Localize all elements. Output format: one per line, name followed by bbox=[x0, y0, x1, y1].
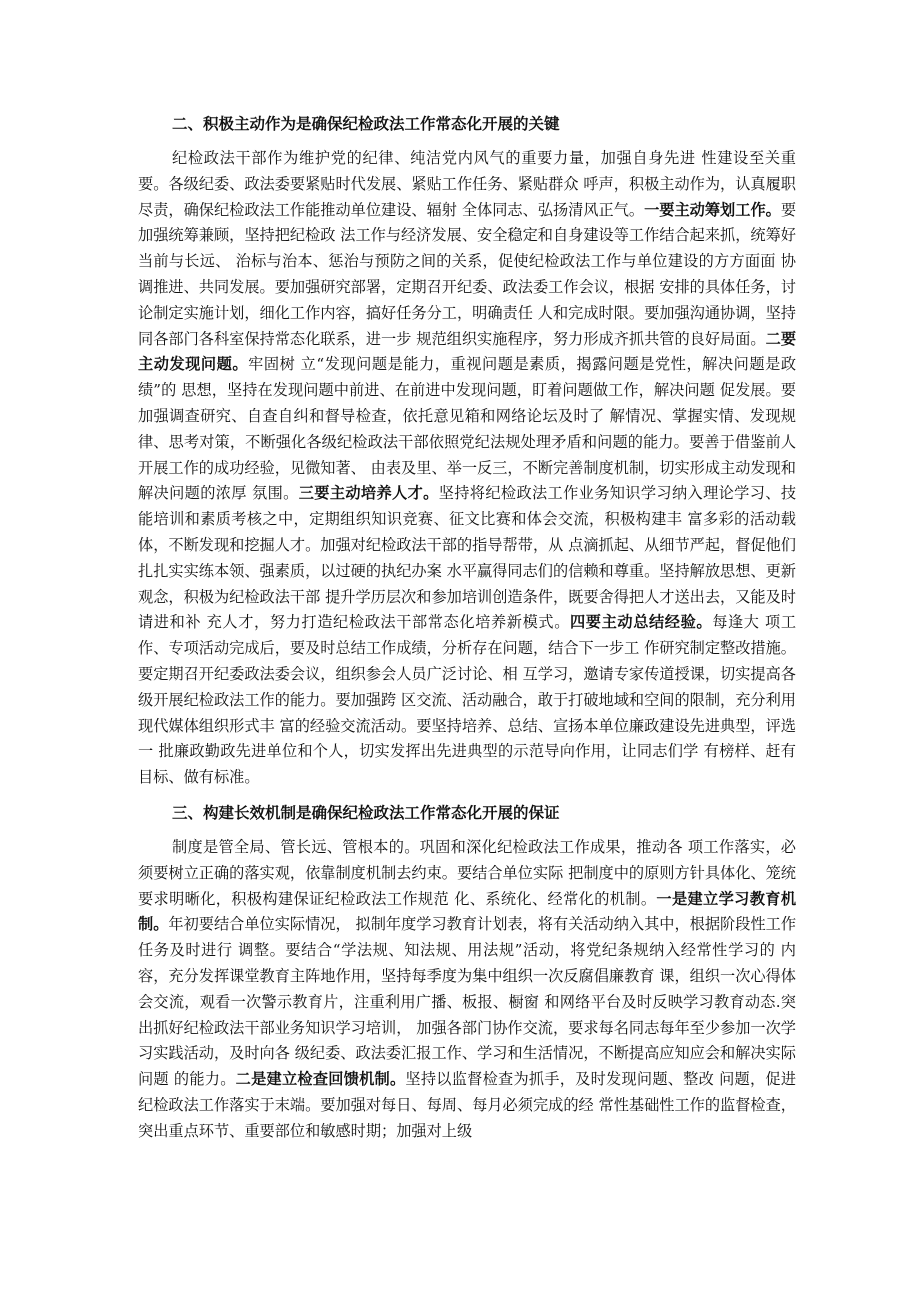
section-heading-3: 三、构建长效机制是确保纪检政法工作常态化开展的保证 bbox=[172, 803, 560, 822]
point-4-title: 四要主动总结经验。 bbox=[570, 613, 713, 632]
document-page bbox=[138, 112, 796, 1154]
point-4-text: 每逢大 项工作、专项活动完成后，要及时总结工作成绩，分析存在问题，结合下一步工 作研究制定整改措施。要定期召开纪委政法委会议，组织参会人员广泛讨论、相 互学习，邀请专家传道授课，切实提高各级开展纪检政法工作的能力。要加强跨 区交流、活动融合，敢于打破地域和空间的限制，充分利用现代媒体组织形式丰 富的经验交流活动。要坚持培养、总结、宣扬本单位廉政建设先进典型，评选一 批廉政勤政先进单位和个人，切实发挥出先进典型的示范导向作用，让同志们学 有榜样、赶有目标、做有标准。 bbox=[138, 613, 797, 787]
mechanism-2-text: 坚持以监督检查为抓手，及时发现问题、整改 问题，促进纪检政法工作落实于末端。要加强对每日、每周、每月必须完成的经 常性基础性工作的监督检查，突出重点环节、重要部位和敏感时期；加强对上级 bbox=[138, 1070, 797, 1140]
section-3-paragraph bbox=[138, 835, 796, 1145]
section-2-paragraph bbox=[138, 146, 796, 791]
section-3-intro: 制度是管全局、管长远、管根本的。巩固和深化纪检政法工作成果，推动各 项工作落实，必须要树立正确的落实观，依靠制度机制去约束。要结合单位实际 把制度中的原则方针具体化、笼统要求明晰化，积极构建保证纪检政法工作规范 化、系统化、经常化的机制。 bbox=[138, 837, 796, 908]
point-2-title: 二要主动发现问题。 bbox=[138, 329, 797, 374]
point-3-text: 坚持将纪检政法工作业务知识学习纳入理论学习、技 能培训和素质考核之中，定期组织知识竞赛、征文比赛和体会交流，积极构建丰 富多彩的活动载体，不断发现和挖掘人才。加强对纪检政法干部的指导帮带，从 点滴抓起、从细节严起，督促他们扎扎实实练本领、强素质，以过硬的执纪办案 水平赢得同志们的信赖和尊重。坚持解放思想、更新观念，积极为纪检政法干部 提升学历层次和参加培训创造条件，既要舍得把人才送出去，又能及时请进和补 充人才，努力打造纪检政法干部常态化培养新模式。 bbox=[138, 484, 797, 632]
point-3-title: 三要主动培养人才。 bbox=[298, 484, 439, 503]
point-1-title: 一要主动筹划工作。 bbox=[644, 200, 781, 219]
mechanism-1-text: 年初要结合单位实际情况， 拟制年度学习教育计划表，将有关活动纳入其中，根据阶段性工作任务及时进行 调整。要结合“学法规、知法规、用法规”活动，将党纪条规纳入经常性学习的 内容，充分发挥课堂教育主阵地作用，坚持每季度为集中组织一次反腐倡廉教育 课，组织一次心得体会交流，观看一次警示教育片，注重利用广播、板报、橱窗 和网络平台及时反映学习教育动态.突出抓好纪检政法干部业务知识学习培训， 加强各部门协作交流，要求每名同志每年至少参加一次学习实践活动，及时向各 级纪委、政法委汇报工作、学习和生活情况，不断提高应知应会和解决实际问题 的能力。 bbox=[138, 915, 797, 1089]
section-2-intro: 纪检政法干部作为维护党的纪律、纯洁党内风气的重要力量，加强自身先进 性建设至关重要。各级纪委、政法委要紧贴时代发展、紧贴工作任务、紧贴群众 呼声，积极主动作为，认真履职尽责，确保纪检政法工作能推动单位建设、辐射 全体同志、弘扬清风正气。 bbox=[138, 149, 796, 219]
point-2-text: 牢固树 立“发现问题是能力，重视问题是素质，揭露问题是党性，解决问题是政绩”的 思想，坚持在发现问题中前进、在前进中发现问题，盯着问题做工作，解决问题 促发展。要加强调查研究、自查自纠和督导检查，依托意见箱和网络论坛及时了 解情况、掌握实情、发现规律、思考对策，不断强化各级纪检政法干部依照党纪法规处理矛盾和问题的能力。要善于借鉴前人开展工作的成功经验，见微知著、 由表及里、举一反三，不断完善制度机制，切实形成主动发现和解决问题的浓厚 氛围。 bbox=[138, 355, 797, 503]
mechanism-2-title: 二是建立检查回馈机制。 bbox=[235, 1070, 406, 1089]
section-heading-2: 二、积极主动作为是确保纪检政法工作常态化开展的关键 bbox=[172, 115, 560, 133]
mechanism-1-title: 一是建立学习教育机制。 bbox=[138, 889, 797, 934]
point-1-text: 要加强统筹兼顾，坚持把纪检政 法工作与经济发展、安全稳定和自身建设等工作结合起来抓，统筹好当前与长远、 治标与治本、惩治与预防之间的关系，促使纪检政法工作与单位建设的方方面面 协调推进、共同发展。要加强研究部署，定期召开纪委、政法委工作会议，根据 安排的具体任务，讨论制定实施计划，细化工作内容，搞好任务分工，明确责任 人和完成时限。要加强沟通协调，坚持同各部门各科室保持常态化联系，进一步 规范组织实施程序，努力形成齐抓共管的良好局面。 bbox=[138, 200, 797, 348]
